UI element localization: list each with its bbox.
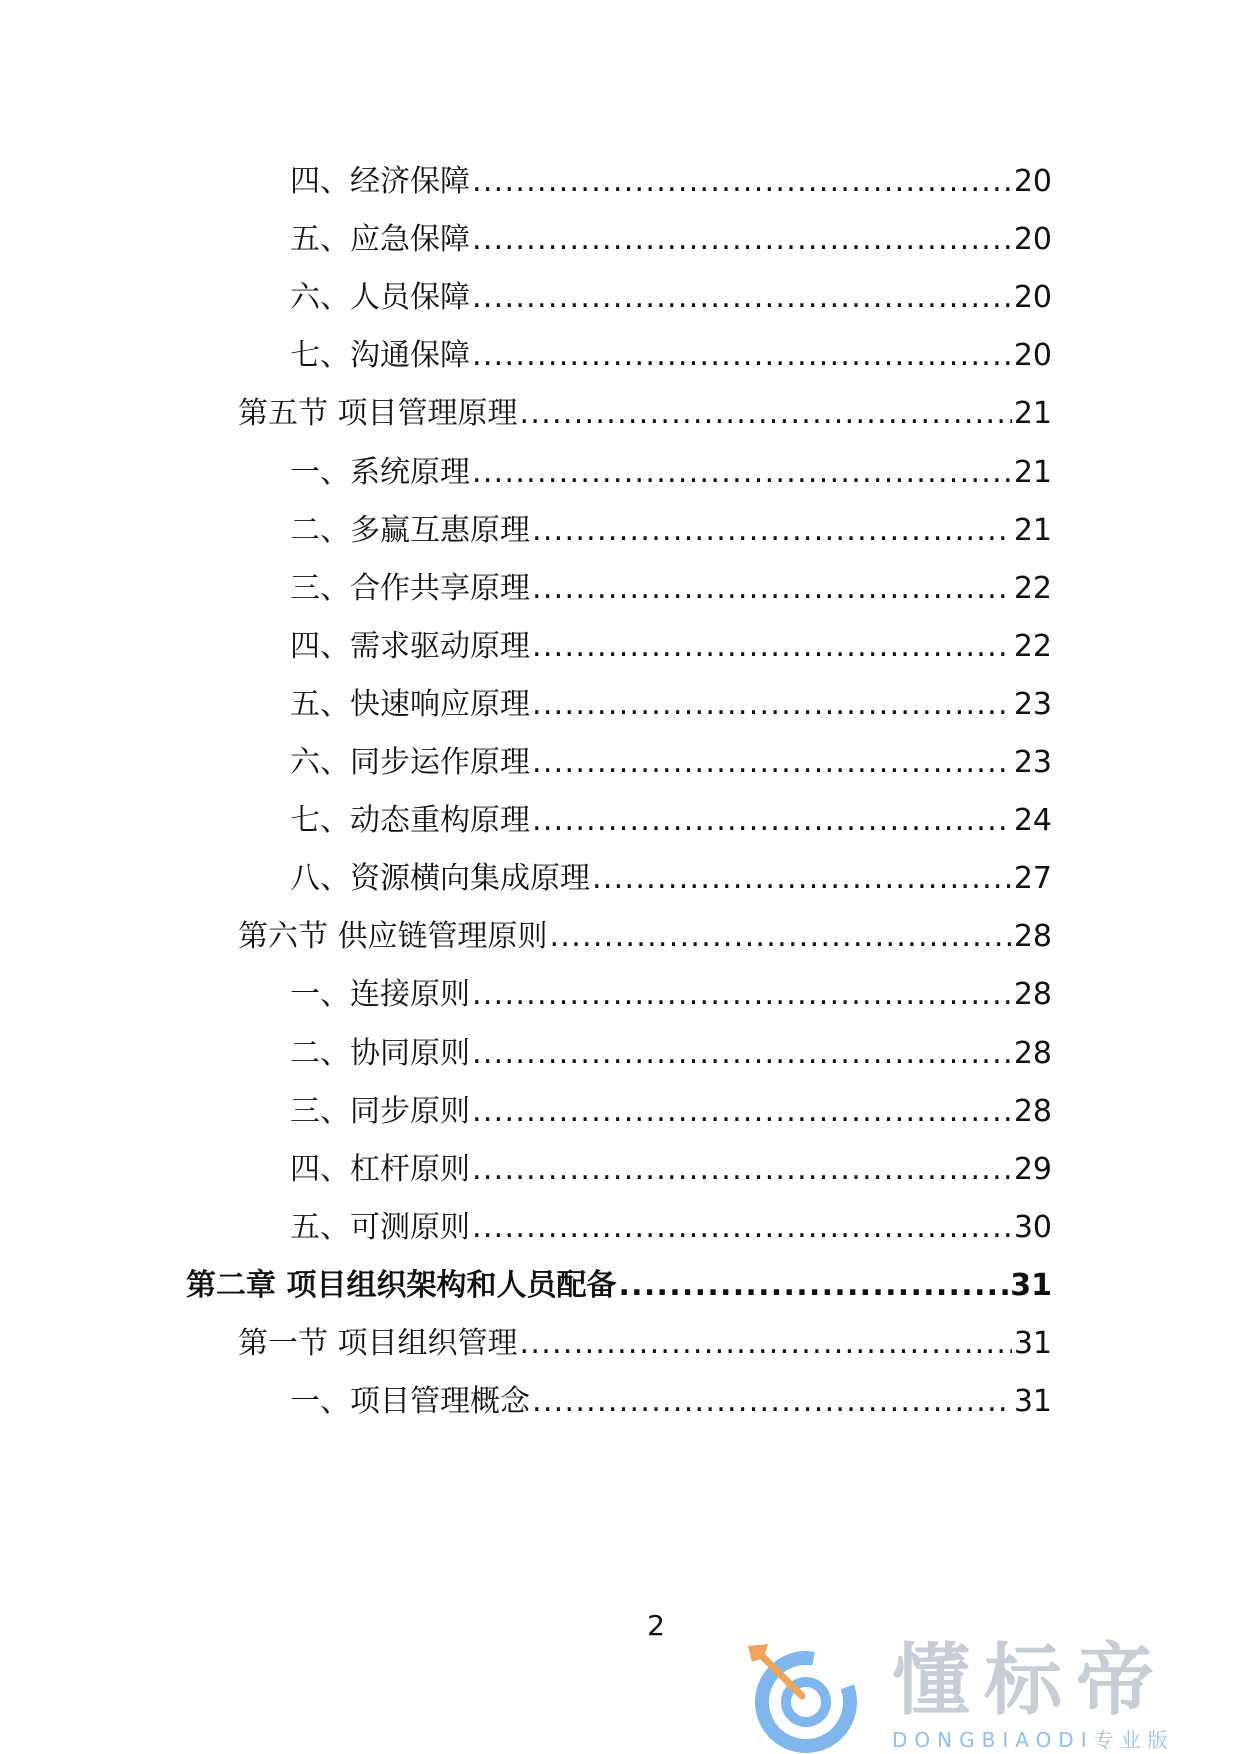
toc-entry-page: 22: [1013, 628, 1052, 664]
toc-dot-leader: [472, 158, 1012, 206]
toc-dot-leader: [532, 565, 1012, 613]
toc-entry-title: 三、合作共享原理: [290, 570, 530, 606]
toc-entry-title: 第五节 项目管理原理: [238, 396, 518, 432]
toc-entry-title: 一、连接原则: [290, 977, 470, 1013]
toc-entry[interactable]: [290, 681, 1052, 729]
toc-entry-title: 七、动态重构原理: [290, 803, 530, 839]
toc-entry[interactable]: [290, 449, 1052, 497]
toc-dot-leader: [592, 855, 1012, 903]
toc-entry-title: 七、沟通保障: [290, 338, 470, 374]
toc-entry-title: 五、可测原则: [290, 1209, 470, 1245]
toc-entry-page: 28: [1013, 1093, 1052, 1129]
toc-entry[interactable]: [290, 1378, 1052, 1426]
toc-dot-leader: [520, 1320, 1012, 1368]
watermark: [740, 1632, 1230, 1754]
toc-dot-leader: [532, 681, 1012, 729]
toc-dot-leader: [472, 332, 1012, 380]
toc-entry[interactable]: [290, 855, 1052, 903]
toc-entry[interactable]: [290, 332, 1052, 380]
toc-entry-title: 第六节 供应链管理原则: [238, 919, 548, 955]
toc-entry-page: 31: [1013, 1384, 1052, 1420]
toc-dot-leader: [472, 216, 1012, 264]
toc-entry-page: 20: [1013, 164, 1052, 199]
toc-entry[interactable]: [238, 390, 1052, 438]
toc-entry-title: 三、同步原则: [290, 1093, 470, 1129]
toc-dot-leader: [472, 1088, 1012, 1136]
toc-entry-page: 20: [1013, 222, 1052, 258]
toc-entry-page: 28: [1013, 977, 1052, 1013]
toc-entry-page: 23: [1013, 686, 1052, 722]
target-arrow-icon: [740, 1638, 866, 1754]
toc-entry-page: 31: [1013, 1326, 1052, 1361]
toc-dot-leader: [532, 623, 1012, 671]
toc-entry-title: 四、需求驱动原理: [290, 628, 530, 664]
toc-dot-leader: [472, 274, 1012, 322]
toc-entry-page: 27: [1013, 861, 1052, 897]
toc-dot-leader: [472, 1146, 1012, 1194]
toc-entry[interactable]: [186, 1262, 1052, 1310]
toc-entry-page: 31: [1010, 1267, 1052, 1303]
toc-entry[interactable]: [290, 158, 1052, 206]
watermark-tagline: DONGBIAODI专业版: [892, 1728, 1175, 1752]
toc-entry-title: 五、应急保障: [290, 222, 470, 258]
toc-dot-leader: [532, 507, 1012, 555]
toc-entry-title: 二、协同原则: [290, 1035, 470, 1071]
toc-entry-title: 五、快速响应原理: [290, 686, 530, 722]
toc-dot-leader: [618, 1262, 1008, 1310]
toc-entry[interactable]: [290, 971, 1052, 1019]
toc-entry-title: 四、杠杆原则: [290, 1151, 470, 1187]
toc-dot-leader: [472, 971, 1012, 1019]
toc-entry-page: 21: [1013, 512, 1052, 548]
toc-dot-leader: [532, 1378, 1012, 1426]
toc-entry-title: 六、同步运作原理: [290, 745, 530, 780]
toc-entry-page: 22: [1013, 570, 1052, 606]
toc-entry[interactable]: [290, 1204, 1052, 1252]
toc-entry-page: 29: [1013, 1151, 1052, 1187]
toc-entry-page: 21: [1013, 454, 1052, 490]
toc-dot-leader: [472, 1030, 1012, 1078]
toc-entry-title: 二、多赢互惠原理: [290, 512, 530, 548]
toc-entry[interactable]: [290, 274, 1052, 322]
toc-entry[interactable]: [290, 1030, 1052, 1078]
toc-entry[interactable]: [290, 623, 1052, 671]
toc-entry[interactable]: [290, 797, 1052, 845]
toc-entry[interactable]: [290, 216, 1052, 264]
toc-entry-page: 30: [1013, 1209, 1052, 1245]
toc-entry[interactable]: [290, 739, 1052, 787]
toc-entry-page: 28: [1013, 919, 1052, 955]
toc-entry[interactable]: [290, 1146, 1052, 1194]
toc-entry-page: 28: [1013, 1035, 1052, 1071]
toc-entry-title: 六、人员保障: [290, 280, 470, 316]
toc-entry-page: 20: [1013, 338, 1052, 374]
toc-entry-title: 四、经济保障: [290, 164, 470, 199]
toc-entry-title: 一、系统原理: [290, 454, 470, 490]
toc-dot-leader: [472, 1204, 1012, 1252]
watermark-brand: 懂标帝: [892, 1636, 1169, 1726]
toc-entry[interactable]: [238, 1320, 1052, 1368]
toc-dot-leader: [520, 390, 1012, 438]
toc-entry-page: 24: [1013, 803, 1052, 839]
toc-entry-page: 23: [1013, 745, 1052, 780]
toc-entry[interactable]: [290, 565, 1052, 613]
toc-entry-page: 21: [1013, 396, 1052, 432]
toc-dot-leader: [532, 739, 1012, 787]
toc-entry-title: 第一节 项目组织管理: [238, 1326, 518, 1361]
toc-entry-page: 20: [1013, 280, 1052, 316]
toc-entry[interactable]: [290, 1088, 1052, 1136]
page-number: 2: [647, 1609, 665, 1642]
toc-entry-title: 八、资源横向集成原理: [290, 861, 590, 897]
toc-dot-leader: [550, 913, 1012, 961]
toc-entry[interactable]: [290, 507, 1052, 555]
toc-dot-leader: [532, 797, 1012, 845]
toc-entry-title: 一、项目管理概念: [290, 1384, 530, 1420]
toc-dot-leader: [472, 449, 1012, 497]
toc-entry[interactable]: [238, 913, 1052, 961]
toc-entry-title: 第二章 项目组织架构和人员配备: [186, 1267, 617, 1303]
